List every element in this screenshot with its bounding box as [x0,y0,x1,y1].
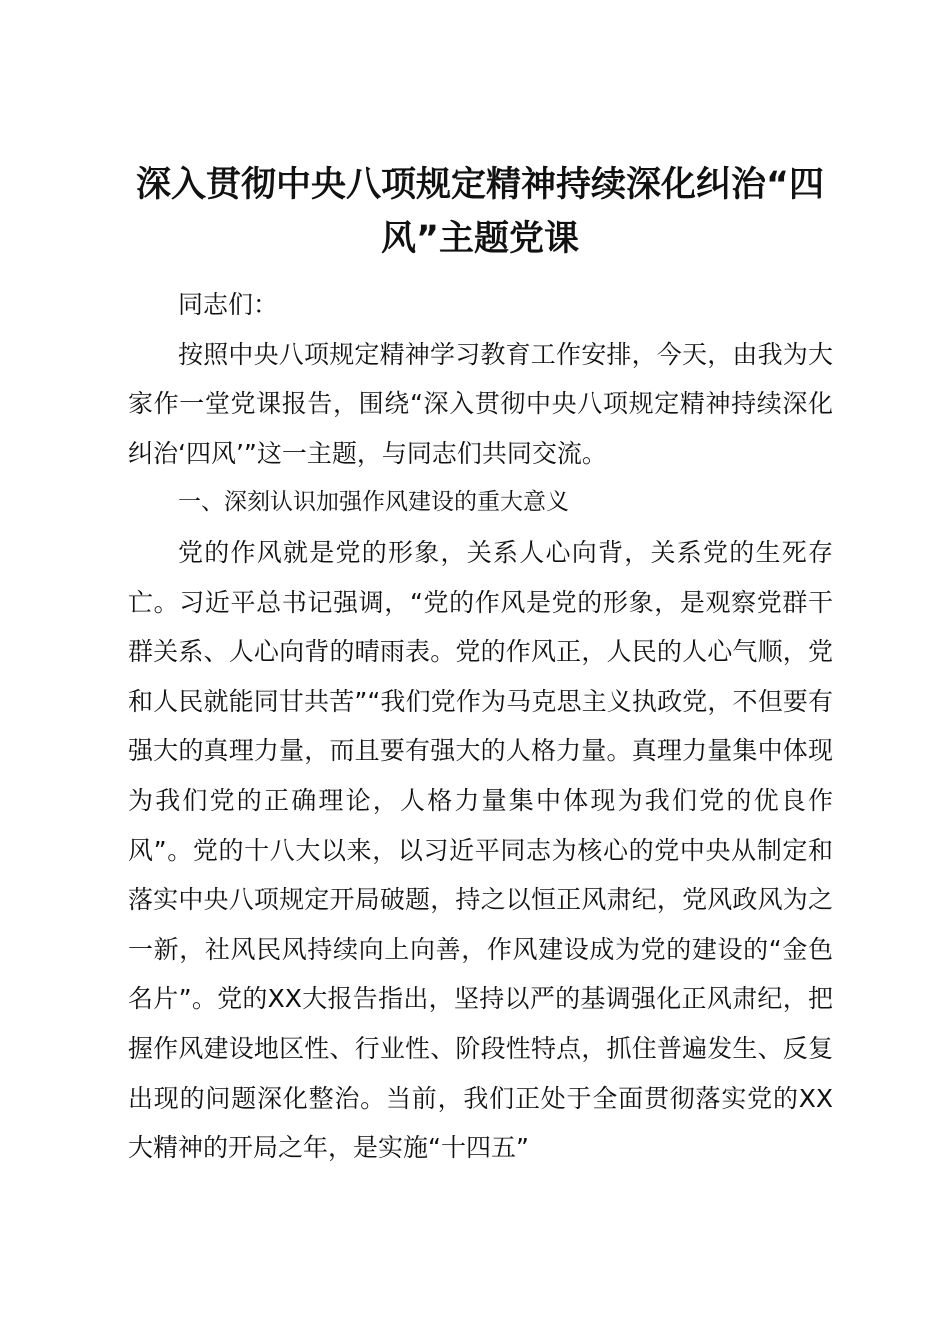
section-paragraph: 党的作风就是党的形象，关系人心向背，关系党的生死存亡。习近平总书记强调，“党的作风是党的形象，是观察党群干群关系、人心向背的晴雨表。党的作风正，人民的人心气顺，党和人民就能同甘共苦”“我们党作为马克思主义执政党，不但要有强大的真理力量，而且要有强大的人格力量。真理力量集中体现为我们党的正确理论，人格力量集中体现为我们党的优良作风”。党的十八大以来，以习近平同志为核心的党中央从制定和落实中央八项规定开局破题，持之以恒正风肃纪，党风政风为之一新，社风民风持续向上向善，作风建设成为党的建设的“金色名片”。党的XX大报告指出，坚持以严的基调强化正风肃纪，把握作风建设地区性、行业性、阶段性特点，抓住普遍发生、反复出现的问题深化整治。当前，我们正处于全面贯彻落实党的XX大精神的开局之年，是实施“十四五” [128,537,833,1163]
section-heading: 一、深刻认识加强作风建设的重大意义 [178,489,569,516]
intro-paragraph: 按照中央八项规定精神学习教育工作安排，今天，由我为大家作一堂党课报告，围绕“深入贯彻中央八项规定精神持续深化纠治‘四风’”这一主题，与同志们共同交流。 [128,339,833,468]
salutation: 同志们： [178,290,279,319]
document-title: 深入贯彻中央八项规定精神持续深化纠治“四风”主题党课 [135,165,824,259]
document-body [128,280,833,1173]
